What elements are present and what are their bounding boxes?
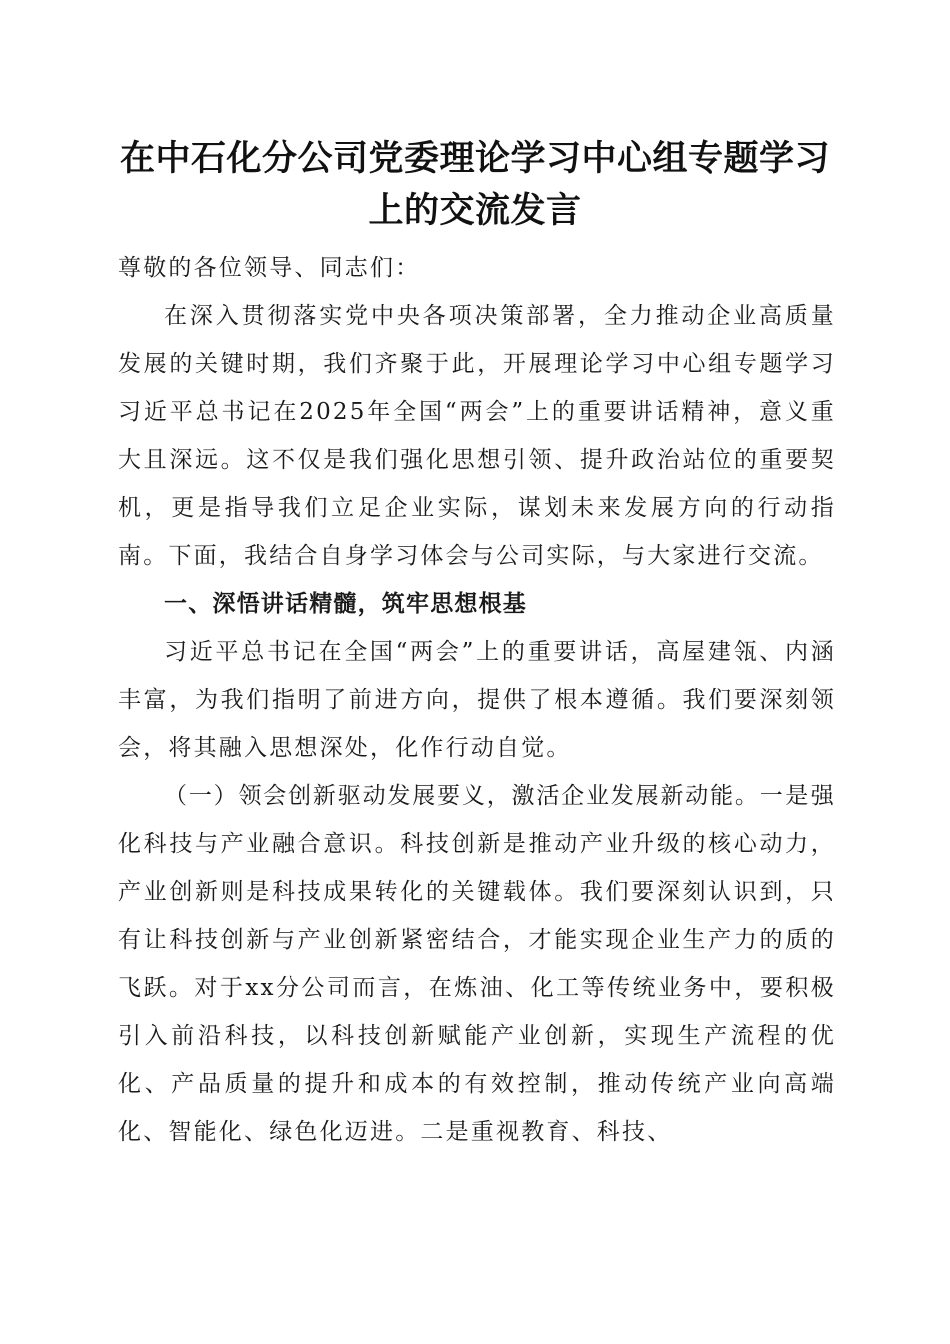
document-body (118, 244, 836, 1156)
subsection-1-body: 一是强化科技与产业融合意识。科技创新是推动产业升级的核心动力，产业创新则是科技成果转化的关键载体。我们要深刻认识到，只有让科技创新与产业创新紧密结合，才能实现企业生产力的质的飞跃。对于xx分公司而言，在炼油、化工等传统业务中，要积极引入前沿科技，以科技创新赋能产业创新，实现生产流程的优化、产品质量的提升和成本的有效控制，推动传统产业向高端化、智能化、绿色化迈进。二是重视教育、科技、 (118, 783, 836, 1145)
document-title (100, 133, 850, 237)
section-heading-1: 一、深悟讲话精髓，筑牢思想根基 (164, 591, 527, 617)
salutation: 尊敬的各位领导、同志们： (118, 255, 421, 281)
title-line-2: 上的交流发言 (368, 190, 582, 231)
title-line-1: 在中石化分公司党委理论学习中心组专题学习 (119, 138, 830, 179)
subsection-1-paragraph (118, 772, 836, 1156)
subsection-1-lead: （一）领会创新驱动发展要义，激活企业发展新动能。 (164, 783, 760, 809)
intro-paragraph: 在深入贯彻落实党中央各项决策部署，全力推动企业高质量发展的关键时期，我们齐聚于此，开展理论学习中心组专题学习习近平总书记在2025年全国“两会”上的重要讲话精神，意义重大且深远。这不仅是我们强化思想引领、提升政治站位的重要契机，更是指导我们立足企业实际，谋划未来发展方向的行动指南。下面，我结合自身学习体会与公司实际，与大家进行交流。 (118, 303, 836, 569)
section-1-paragraph: 习近平总书记在全国“两会”上的重要讲话，高屋建瓴、内涵丰富，为我们指明了前进方向，提供了根本遵循。我们要深刻领会，将其融入思想深处，化作行动自觉。 (118, 639, 836, 761)
